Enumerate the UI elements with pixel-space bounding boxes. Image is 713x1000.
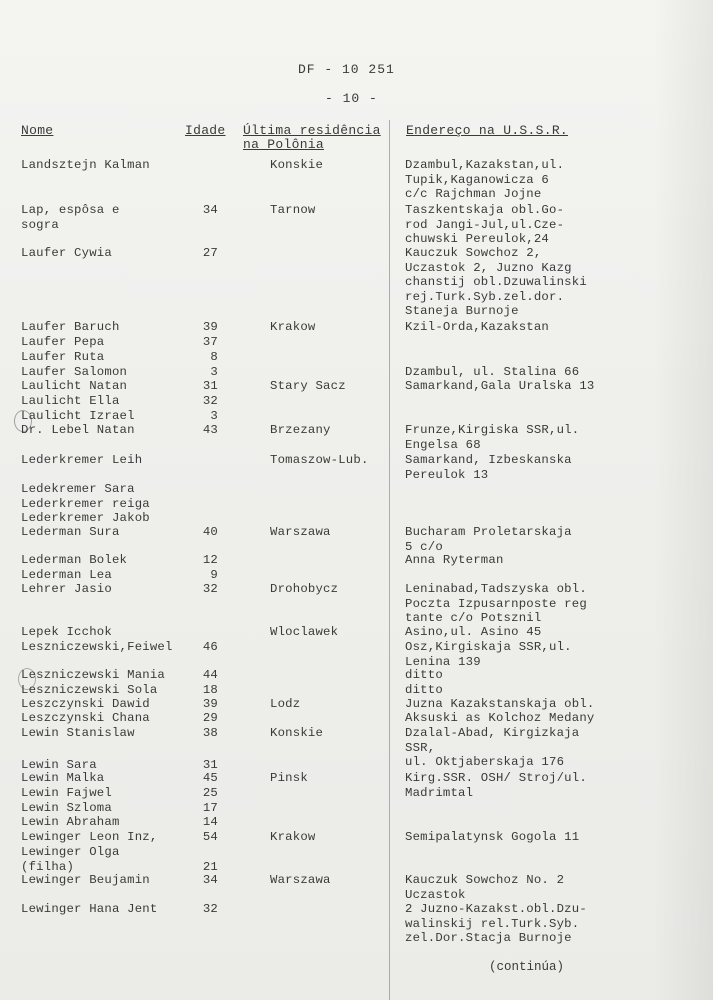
ussr-address-line: Semipalatynsk Gogola 11 bbox=[405, 830, 580, 844]
ussr-address-line: Juzna Kazakstanskaja obl. bbox=[405, 697, 595, 711]
person-name: Laulicht Izrael bbox=[21, 409, 135, 423]
ussr-address-line: Bucharam Proletarskaja bbox=[405, 525, 572, 539]
last-residence: Stary Sacz bbox=[270, 379, 346, 393]
last-residence: Lodz bbox=[270, 697, 301, 711]
person-age: 14 bbox=[202, 815, 218, 829]
person-name: Lewin Stanislaw bbox=[21, 726, 135, 740]
ussr-address-line: Kauczuk Sowchoz 2, bbox=[405, 246, 542, 260]
ussr-address-line: ditto bbox=[405, 668, 443, 682]
person-name: Lederkremer Jakob bbox=[21, 511, 150, 525]
ussr-address-line: Madrimtal bbox=[405, 785, 474, 800]
ussr-address-line: Samarkand, Izbeskanska bbox=[405, 453, 572, 467]
person-age: 12 bbox=[202, 553, 218, 567]
document-code: DF - 10 251 bbox=[298, 62, 395, 77]
ussr-address-line: Frunze,Kirgiska SSR,ul. bbox=[405, 423, 580, 437]
ussr-address-line: Lenina 139 bbox=[405, 654, 481, 669]
last-residence: Krakow bbox=[270, 830, 316, 844]
ussr-address-line: Taszkentskaja obl.Go- bbox=[405, 203, 565, 217]
last-residence: Warszawa bbox=[270, 525, 331, 539]
ussr-address-line: Poczta Izpusarnposte reg bbox=[405, 596, 587, 611]
person-name: Leszczynski Chana bbox=[21, 711, 150, 725]
ussr-address-line: SSR, bbox=[405, 740, 436, 755]
header-residence-line1: Última residência bbox=[243, 123, 381, 138]
ussr-address-line: Uczastok 2, Juzno Kazg bbox=[405, 260, 572, 275]
person-name: Laufer Baruch bbox=[21, 320, 120, 334]
person-name: Lewin Sara bbox=[21, 758, 97, 772]
last-residence: Brzezany bbox=[270, 423, 331, 437]
person-name: Lewin Szloma bbox=[21, 801, 112, 815]
person-name: Lederman Bolek bbox=[21, 553, 128, 567]
last-residence: Warszawa bbox=[270, 873, 331, 887]
last-residence: Tomaszow-Lub. bbox=[270, 453, 369, 467]
person-name: Leszniczewski Sola bbox=[21, 683, 158, 697]
person-age: 31 bbox=[202, 379, 218, 393]
person-name: Dr. Lebel Natan bbox=[21, 423, 135, 437]
last-residence: Konskie bbox=[270, 726, 324, 740]
person-name: Laufer Ruta bbox=[21, 350, 105, 364]
person-age: 34 bbox=[202, 203, 218, 217]
header-name: Nome bbox=[21, 123, 54, 138]
ussr-address-line: Dzalal-Abad, Kirgizkaja bbox=[405, 726, 580, 740]
ussr-address-line: Kauczuk Sowchoz No. 2 bbox=[405, 873, 565, 887]
person-name: Laufer Salomon bbox=[21, 365, 128, 379]
ussr-address-line: Asino,ul. Asino 45 bbox=[405, 625, 542, 639]
person-age: 39 bbox=[202, 320, 218, 334]
person-age: 31 bbox=[202, 758, 218, 772]
person-age: 46 bbox=[202, 640, 218, 654]
last-residence: Tarnow bbox=[270, 203, 316, 217]
ussr-address-line: Kirg.SSR. OSH/ Stroj/ul. bbox=[405, 771, 587, 785]
ussr-address-line: Engelsa 68 bbox=[405, 437, 481, 452]
person-name: Lepek Icchok bbox=[21, 625, 112, 639]
person-name: Lewin Malka bbox=[21, 771, 105, 785]
person-age: 17 bbox=[202, 801, 218, 815]
person-age: 34 bbox=[202, 873, 218, 887]
ussr-address-line: 5 c/o bbox=[405, 539, 443, 554]
continues-note: (continúa) bbox=[489, 960, 565, 974]
ussr-address-line: Dzambul,Kazakstan,ul. bbox=[405, 158, 565, 172]
person-age: 45 bbox=[202, 771, 218, 785]
ussr-address-line: Dzambul, ul. Stalina 66 bbox=[405, 365, 580, 379]
person-age: 3 bbox=[210, 409, 218, 423]
ussr-address-line: zel.Dor.Stacja Burnoje bbox=[405, 931, 572, 946]
ussr-address-line: Aksuski as Kolchoz Medany bbox=[405, 711, 595, 725]
person-age: 8 bbox=[210, 350, 218, 364]
person-name: Lewinger Leon Inz, bbox=[21, 830, 158, 844]
ussr-address-line: Kzil-Orda,Kazakstan bbox=[405, 320, 550, 334]
ussr-address-line: Staneja Burnoje bbox=[405, 304, 519, 319]
person-name: Lederkremer reiga bbox=[21, 497, 150, 511]
person-name: Ledekremer Sara bbox=[21, 482, 135, 496]
ussr-address-line: Osz,Kirgiskaja SSR,ul. bbox=[405, 640, 572, 654]
last-residence: Konskie bbox=[270, 158, 324, 172]
page-number: - 10 - bbox=[325, 91, 378, 106]
person-name: Lewinger Hana Jent bbox=[21, 902, 158, 916]
person-age: 25 bbox=[202, 786, 218, 800]
person-name: Leszczynski Dawid bbox=[21, 697, 150, 711]
person-name: Lehrer Jasio bbox=[21, 582, 112, 596]
ussr-address-line: rej.Turk.Syb.zel.dor. bbox=[405, 289, 565, 304]
last-residence: Drohobycz bbox=[270, 582, 339, 596]
person-age: 44 bbox=[202, 668, 218, 682]
person-name: Landsztejn Kalman bbox=[21, 158, 150, 172]
person-age: 9 bbox=[210, 568, 218, 582]
person-age: 37 bbox=[202, 335, 218, 349]
ussr-address-line: Uczastok bbox=[405, 887, 466, 902]
ussr-address-line: 2 Juzno-Kazakst.obl.Dzu- bbox=[405, 902, 587, 916]
person-name-continued: (filha) bbox=[21, 859, 75, 874]
header-address: Endereço na U.S.S.R. bbox=[406, 123, 569, 138]
person-age: 32 bbox=[202, 394, 218, 408]
person-name: Laufer Pepa bbox=[21, 335, 105, 349]
person-age: 54 bbox=[202, 830, 218, 844]
ussr-address-line: rod Jangi-Jul,ul.Cze- bbox=[405, 217, 565, 232]
last-residence: Krakow bbox=[270, 320, 316, 334]
header-age: Idade bbox=[185, 123, 226, 138]
person-name: Lewin Fajwel bbox=[21, 786, 112, 800]
ussr-address-line: ul. Oktjaberskaja 176 bbox=[405, 755, 565, 770]
person-name: Lap, espôsa e bbox=[21, 203, 120, 217]
last-residence: Wloclawek bbox=[270, 625, 339, 639]
ussr-address-line: Anna Ryterman bbox=[405, 553, 504, 567]
person-name: Lederkremer Leih bbox=[21, 453, 143, 467]
column-divider bbox=[389, 120, 390, 1000]
person-name: Lewin Abraham bbox=[21, 815, 120, 829]
ussr-address-line: ditto bbox=[405, 683, 443, 697]
ussr-address-line: c/c Rajchman Jojne bbox=[405, 187, 542, 202]
person-name: Laulicht Ella bbox=[21, 394, 120, 408]
person-name: Laufer Cywia bbox=[21, 246, 112, 260]
ussr-address-line: chuwski Pereulok,24 bbox=[405, 232, 550, 247]
person-age: 39 bbox=[202, 697, 218, 711]
person-name: Leszniczewski Mania bbox=[21, 668, 166, 682]
person-name: Leszniczewski,Feiwel bbox=[21, 640, 173, 654]
person-name: Lewinger Olga bbox=[21, 845, 120, 859]
person-age: 43 bbox=[202, 423, 218, 437]
person-age: 3 bbox=[210, 365, 218, 379]
scan-shadow bbox=[653, 0, 713, 1000]
person-name-continued: sogra bbox=[21, 217, 59, 232]
person-age: 18 bbox=[202, 683, 218, 697]
person-name: Lederman Sura bbox=[21, 525, 120, 539]
person-age: 40 bbox=[202, 525, 218, 539]
ussr-address-line: Pereulok 13 bbox=[405, 467, 489, 482]
ussr-address-line: walinskij rel.Turk.Syb. bbox=[405, 916, 580, 931]
person-age: 21 bbox=[202, 859, 218, 874]
person-age: 27 bbox=[202, 246, 218, 260]
ussr-address-line: chanstij obl.Dzuwalinski bbox=[405, 275, 587, 290]
ussr-address-line: Samarkand,Gala Uralska 13 bbox=[405, 379, 595, 393]
ussr-address-line: Leninabad,Tadszyska obl. bbox=[405, 582, 587, 596]
person-age: 38 bbox=[202, 726, 218, 740]
ussr-address-line: tante c/o Potsznil bbox=[405, 611, 542, 626]
person-name: Lewinger Beujamin bbox=[21, 873, 150, 887]
ussr-address-line: Tupik,Kaganowicza 6 bbox=[405, 172, 550, 187]
person-name: Lederman Lea bbox=[21, 568, 112, 582]
person-age: 29 bbox=[202, 711, 218, 725]
person-name: Laulicht Natan bbox=[21, 379, 128, 393]
last-residence: Pinsk bbox=[270, 771, 308, 785]
header-residence-line2: na Polônia bbox=[243, 137, 325, 152]
person-age: 32 bbox=[202, 902, 218, 916]
person-age: 32 bbox=[202, 582, 218, 596]
